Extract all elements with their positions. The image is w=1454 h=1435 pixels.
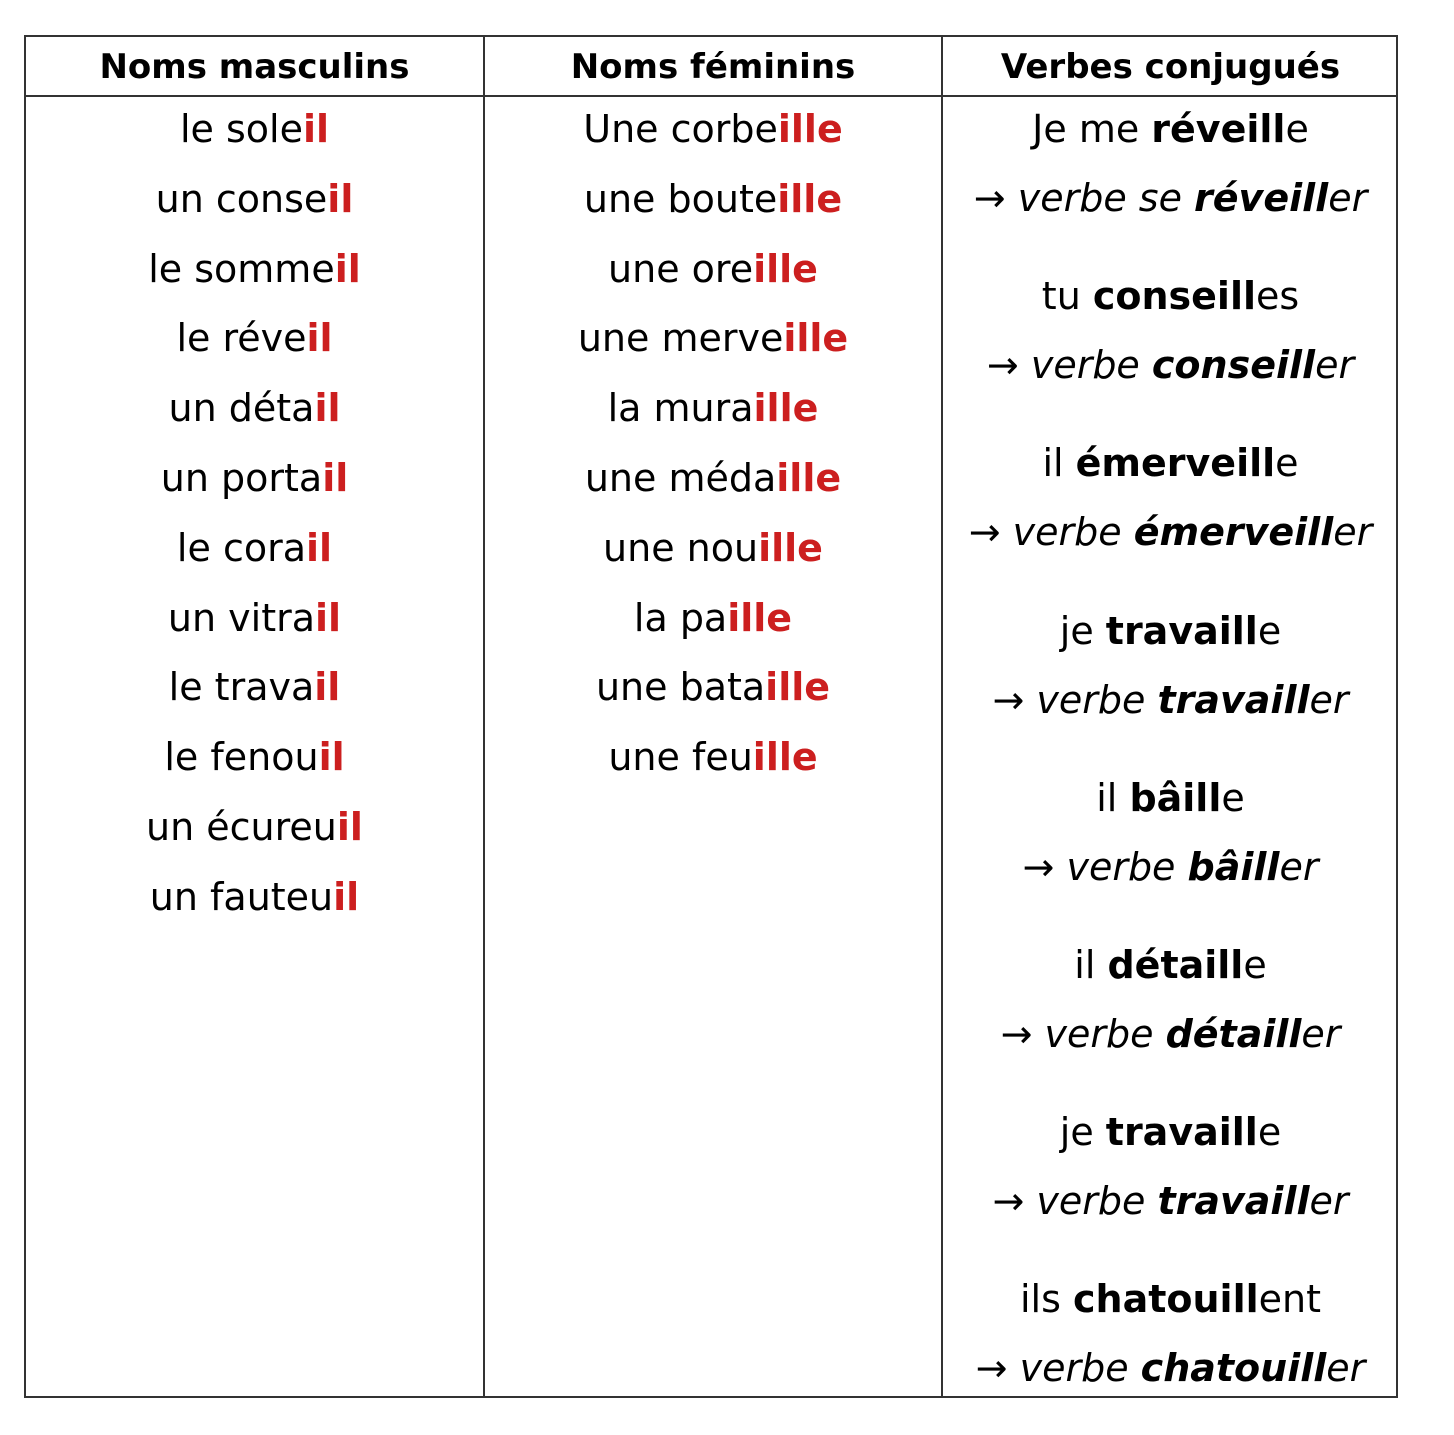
infinitive-stem-bold: chatouill — [1140, 1346, 1327, 1391]
verb-pronoun: ils — [1020, 1277, 1073, 1322]
infinitive-ending: er — [1309, 1179, 1349, 1224]
feminine-noun-item — [485, 167, 941, 237]
noun-ending-highlight: il — [336, 804, 363, 849]
infinitive-ending: er — [1309, 677, 1349, 722]
masculine-noun-item — [26, 237, 483, 307]
masculine-noun-item — [26, 97, 483, 167]
header-conjugated-verbs: Verbes conjugués — [1000, 47, 1341, 87]
infinitive-prefix: → verbe — [1022, 844, 1188, 889]
feminine-noun-item — [485, 586, 941, 656]
verb-stem-bold: chatouill — [1073, 1277, 1259, 1322]
noun-stem: le cora — [176, 525, 306, 570]
feminine-noun-item — [485, 446, 941, 516]
feminine-noun-item — [485, 725, 941, 795]
noun-ending-highlight: il — [322, 455, 349, 500]
infinitive-form — [943, 500, 1398, 569]
conjugated-form — [943, 97, 1398, 166]
masculine-noun-item — [26, 376, 483, 446]
infinitive-ending: er — [1315, 343, 1355, 388]
noun-ending-highlight: il — [315, 595, 342, 640]
verb-stem-bold: bâill — [1129, 775, 1222, 820]
noun-stem: une bata — [595, 665, 766, 710]
infinitive-form — [943, 668, 1398, 737]
verb-pronoun: je — [1059, 1110, 1106, 1155]
infinitive-stem-bold: détaill — [1165, 1011, 1302, 1056]
noun-stem: un déta — [168, 386, 315, 431]
verb-ending: e — [1285, 107, 1309, 151]
verb-pronoun: il — [1096, 775, 1130, 820]
infinitive-form — [943, 1336, 1398, 1405]
infinitive-ending: er — [1301, 1011, 1341, 1056]
noun-stem: le réve — [176, 316, 307, 361]
noun-ending-highlight: il — [334, 246, 361, 291]
noun-stem: une méda — [584, 455, 777, 500]
noun-stem: le fenou — [164, 735, 319, 780]
verb-stem-bold: travaill — [1105, 1110, 1258, 1155]
masculine-noun-item — [26, 795, 483, 865]
conjugated-form — [943, 264, 1398, 333]
header-feminine-nouns: Noms féminins — [570, 47, 856, 87]
noun-stem: un conse — [155, 176, 328, 221]
conjugated-form — [943, 431, 1398, 500]
verb-ending: e — [1275, 441, 1299, 486]
verb-ending: es — [1256, 274, 1300, 319]
header-masculine-nouns: Noms masculins — [99, 47, 410, 87]
feminine-noun-item — [485, 97, 941, 167]
infinitive-ending: er — [1279, 844, 1319, 889]
feminine-noun-item — [485, 516, 941, 586]
verb-pronoun: tu — [1041, 274, 1093, 319]
infinitive-stem-bold: conseill — [1151, 343, 1316, 388]
infinitive-form — [943, 333, 1398, 402]
noun-ending-highlight: il — [314, 386, 341, 431]
infinitive-form — [943, 166, 1398, 235]
verb-stem-bold: travaill — [1105, 608, 1258, 653]
masculine-noun-item — [26, 446, 483, 516]
conjugated-form — [943, 1100, 1398, 1169]
infinitive-stem-bold: travaill — [1157, 1179, 1310, 1224]
verb-pronoun: je — [1059, 608, 1106, 653]
feminine-nouns-column — [485, 97, 941, 795]
feminine-noun-item — [485, 306, 941, 376]
noun-stem: un fauteu — [149, 874, 334, 919]
verb-ending: e — [1257, 608, 1282, 653]
noun-ending-highlight: ille — [776, 455, 842, 500]
verb-stem-bold: conseill — [1092, 274, 1257, 319]
noun-stem: une feu — [608, 735, 753, 780]
noun-ending-highlight: ille — [783, 316, 849, 361]
noun-ending-highlight: ille — [727, 595, 793, 640]
infinitive-ending: er — [1326, 1346, 1366, 1391]
verb-stem-bold: émerveill — [1075, 441, 1276, 486]
feminine-noun-item — [485, 376, 941, 446]
conjugated-form — [943, 599, 1398, 668]
noun-stem: le trava — [168, 665, 315, 710]
noun-ending-highlight: ille — [777, 107, 843, 151]
verb-entry — [943, 1100, 1398, 1267]
infinitive-prefix: → verbe — [992, 1179, 1158, 1224]
infinitive-prefix: → verbe — [1000, 1011, 1166, 1056]
noun-ending-highlight: ille — [753, 386, 819, 431]
noun-stem: une merve — [577, 316, 784, 361]
noun-stem: le somme — [148, 246, 335, 291]
masculine-noun-item — [26, 655, 483, 725]
noun-stem: le sole — [179, 107, 303, 151]
verb-ending: e — [1243, 942, 1267, 987]
noun-ending-highlight: il — [302, 107, 330, 151]
masculine-noun-item — [26, 725, 483, 795]
verb-ending: e — [1257, 1110, 1282, 1155]
noun-stem: un porta — [160, 455, 323, 500]
noun-ending-highlight: il — [314, 665, 341, 710]
conjugated-verbs-column — [943, 97, 1398, 1435]
conjugated-form — [943, 1267, 1398, 1336]
verb-entry — [943, 599, 1398, 766]
noun-stem: la mura — [607, 386, 754, 431]
verb-entry — [943, 766, 1398, 933]
masculine-nouns-column — [26, 97, 483, 935]
noun-stem: une boute — [583, 176, 778, 221]
verb-pronoun: il — [1074, 942, 1108, 987]
noun-stem: Une corbe — [583, 107, 778, 151]
infinitive-stem-bold: émerveill — [1133, 510, 1334, 555]
infinitive-form — [943, 1169, 1398, 1238]
verb-ending: e — [1221, 775, 1245, 820]
noun-ending-highlight: ille — [752, 735, 818, 780]
verb-ending: ent — [1258, 1277, 1321, 1322]
feminine-noun-item — [485, 237, 941, 307]
verb-stem-bold: réveill — [1151, 107, 1286, 151]
conjugated-form — [943, 933, 1398, 1002]
masculine-noun-item — [26, 516, 483, 586]
verb-entry — [943, 431, 1398, 598]
conjugated-form — [943, 766, 1398, 835]
noun-ending-highlight: il — [327, 176, 354, 221]
noun-ending-highlight: ille — [777, 176, 843, 221]
noun-ending-highlight: il — [306, 525, 333, 570]
masculine-noun-item — [26, 167, 483, 237]
infinitive-prefix: → verbe — [986, 343, 1152, 388]
verb-entry — [943, 1267, 1398, 1434]
infinitive-stem-bold: bâill — [1187, 844, 1280, 889]
noun-ending-highlight: ille — [753, 246, 818, 291]
infinitive-prefix: → verbe — [968, 510, 1134, 555]
noun-ending-highlight: il — [318, 735, 345, 780]
noun-stem: un écureu — [146, 804, 337, 849]
noun-ending-highlight: il — [333, 874, 360, 919]
vocabulary-table — [24, 35, 1398, 1398]
noun-stem: un vitra — [167, 595, 316, 640]
noun-ending-highlight: ille — [765, 665, 831, 710]
noun-ending-highlight: ille — [758, 525, 823, 570]
infinitive-ending: er — [1328, 176, 1368, 220]
verb-pronoun: Je me — [1032, 107, 1152, 151]
feminine-noun-item — [485, 655, 941, 725]
verb-pronoun: il — [1042, 441, 1076, 486]
verb-entry — [943, 933, 1398, 1100]
masculine-noun-item — [26, 306, 483, 376]
verb-entry — [943, 97, 1398, 264]
noun-stem: la pa — [633, 595, 728, 640]
infinitive-stem-bold: réveill — [1194, 176, 1329, 220]
infinitive-stem-bold: travaill — [1157, 677, 1310, 722]
infinitive-ending: er — [1333, 510, 1373, 555]
infinitive-prefix: → verbe se — [973, 176, 1195, 220]
noun-stem: une ore — [608, 246, 754, 291]
noun-ending-highlight: il — [306, 316, 333, 361]
infinitive-prefix: → verbe — [975, 1346, 1141, 1391]
infinitive-form — [943, 835, 1398, 904]
masculine-noun-item — [26, 865, 483, 935]
verb-stem-bold: détaill — [1107, 942, 1244, 987]
infinitive-form — [943, 1002, 1398, 1071]
verb-entry — [943, 264, 1398, 431]
noun-stem: une nou — [603, 525, 759, 570]
masculine-noun-item — [26, 586, 483, 656]
infinitive-prefix: → verbe — [992, 677, 1158, 722]
